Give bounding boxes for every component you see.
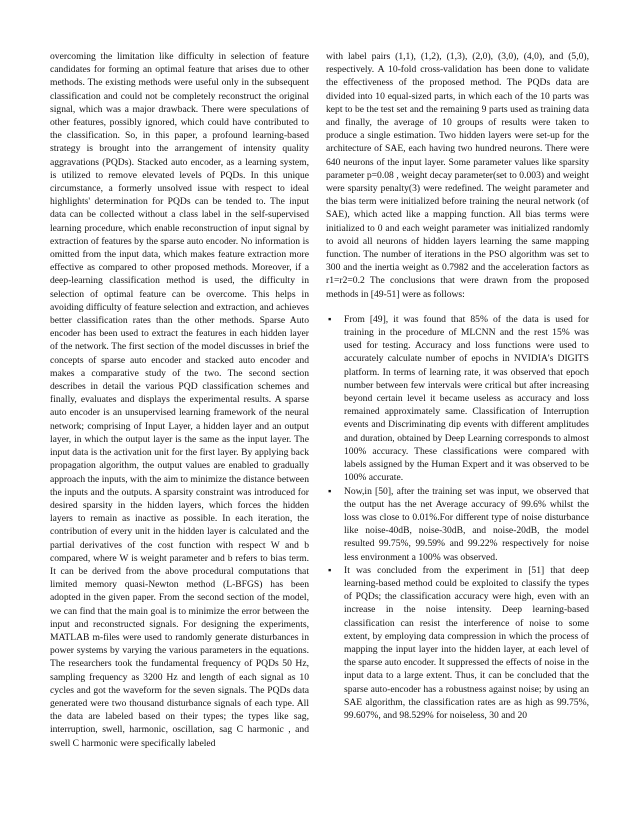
list-item (326, 313, 589, 485)
list-item (326, 485, 589, 564)
bullet-text: From [49], it was found that 85% of the data is used for training in the procedure of MLCNN and the rest 15% was used for testing. Accuracy and loss functions were used to accurately calculate number of epochs in NVIDIA's DIGITS platform. In terms of learning rate, it was observed that epoch number between few intervals were critical but after increasing beyond certain level it became useless as accuracy and loss remained approximately same. Classification of Interruption events and Discriminating dip events with different amplitudes and duration, obtained by Deep Learning corresponds to almost 100% accuracy. These classifications were compared with labels assigned by the Human Expert and it was observed to be 100% accurate. (344, 313, 589, 484)
right-column (326, 50, 589, 722)
left-column-paragraph: overcoming the limitation like difficulty in selection of feature candidates for forming an optimal feature that arises due to other methods. The existing methods were useful only in the subsequent classification and could not be completely reconstruct the original signal, which was a major drawback. There were speculations of other features, possibly ignored, which could have contributed to the classification. So, in this paper, a profound learning-based strategy is brought into the arrangement of intensity quality aggravations (PQDs). Stacked auto encoder, as a learning system, is utilized to remove elevated levels of PQDs. In this unique circumstance, a formerly unsolved issue with respect to ideal highlights' determination for PQDs can be tended to. The input data can be collected without a class label in the self-supervised learning procedure, which enable reconstruction of input signal by extraction of features by the sparse auto encoder. No information is omitted from the input data, which makes feature extraction more effective as compared to other proposed methods. Moreover, if a deep-learning classification method is used, the difficulty in selection of optimal feature can be overcome. This helps in avoiding difficulty of feature selection and extraction, and achieves better classification rates than the other methods. Sparse Auto encoder has been used to extract the features in each hidden layer of the network. The first section of the model discusses in brief the concepts of sparse auto encoder and stacked auto encoder and makes a comparative study of the two. The second section describes in detail the various PQD classification schemes and finally, evaluates and displays the experimental results. A sparse auto encoder is an unsupervised learning framework of the neural network; comprising of Input Layer, a hidden layer and an output layer, in which the output layer is the same as the input layer. The input data is the activation unit for the first layer. By applying back propagation algorithm, the output values are enabled to gradually approach the inputs, with the aim to minimize the distance between the inputs and the outputs. A sparsity constraint was introduced for desired sparsity in the hidden layers, which forces the hidden layers to remain as inactive as possible. In each iteration, the contribution of every unit in the hidden layer is calculated and the partial derivatives of the cost function with respect W and b compared, where W is weight parameter and b refers to bias term. It can be derived from the above procedural computations that limited memory quasi-Newton method (L-BFGS) has been adopted in the given paper. From the second section of the model, we can find that the main goal is to minimize the error between the input and reconstructed signals. For designing the experiments, MATLAB m-files were used to randomly generate disturbances in power systems by varying the various parameters in the equations. The researchers took the fundamental frequency of PQDs 50 Hz, sampling frequency as 3200 Hz and length of each signal as 10 cycles and got the waveform for the seven signals. The PQDs data generated were two thousand disturbance signals of each type. All the data are labeled based on their types; the types like sag, interruption, swell, harmonic, oscillation, sag C harmonic , and swell C harmonic were specifically labeled (50, 51, 309, 749)
list-item (326, 564, 589, 722)
right-column-paragraph: with label pairs (1,1), (1,2), (1,3), (2,0), (3,0), (4,0), and (5,0), respectively. A 10-fold cross-validation has been done to validate the effectiveness of the proposed method. The PQDs data are divided into 10 equal-sized parts, in which each of the 10 parts was kept to be the test set and the remaining 9 parts used as training data and finally, the average of 10 groups of results were taken to produce a single estimation. Two hidden layers were set-up for the architecture of SAE, each having two hundred neurons. There were 640 neurons of the input layer. Some parameter values like sparsity parameter p=0.08 , weight decay parameter(set to 0.003) and weight were sparsity penalty(3) were redefined. The weight parameter and the bias term were initialized before training the neural network (of SAE), which acted like a mapping function. All bias terms were initialized to 0 and each weight parameter was initialized randomly to avoid all neurons of hidden layers learning the same mapping function. The number of iterations in the PSO algorithm was set to 300 and the inertia weight as 0.7982 and the acceleration factors as r1=r2=0.2 The conclusions that were drawn from the proposed methods in [49-51] were as follows: (326, 51, 589, 300)
bullet-text: Now,in [50], after the training set was input, we observed that the output has the net Average accuracy of 99.6% whilst the loss was close to 0.01%.For different type of noise disturbance like noise-40dB, noise-30dB, and noise-20dB, the model resulted 99.75%, 99.59% and 99.22% respectively for noise less environment a 100% was observed. (344, 485, 589, 563)
bullet-icon: ▪ (328, 313, 332, 325)
left-column (50, 50, 309, 750)
conclusions-list (326, 313, 589, 722)
bullet-icon: ▪ (328, 564, 332, 576)
bullet-text: It was concluded from the experiment in [51] that deep learning-based method could be exploited to classify the types of PQDs; the classification accuracy were high, even with an increase in the noise intensity. Deep learning-based classification can resist the interference of noise to some extent, by employing data compression in which the process of mapping the input layer into the hidden layer, at each level of the sparse auto encoder. It suppressed the effects of noise in the input data to a large extent. Thus, it can be concluded that the sparse auto-encoder has a robustness against noise; by using an SAE algorithm, the classification rates are as high as 99.75%, 99.607%, and 98.529% for noiseless, 30 and 20 (344, 564, 589, 721)
bullet-icon: ▪ (328, 485, 332, 497)
